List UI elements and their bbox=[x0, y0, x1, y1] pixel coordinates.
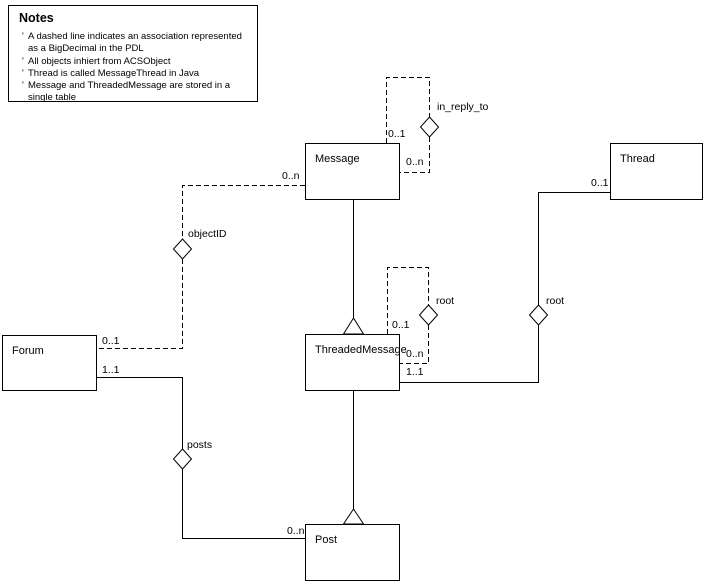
notes-box bbox=[8, 5, 258, 102]
mult-root-self-target: 0..n bbox=[406, 348, 424, 360]
note-item bbox=[19, 31, 249, 56]
root-thread-association-line-upper bbox=[539, 193, 611, 306]
posts-association-label: posts bbox=[187, 439, 213, 451]
mult-root-self-source: 0..1 bbox=[392, 319, 410, 331]
mult-objectid-forum: 0..1 bbox=[102, 335, 120, 347]
entity-threadedmessage-label: ThreadedMessage bbox=[315, 344, 407, 356]
entity-threadedmessage bbox=[305, 334, 407, 391]
mult-root-threadedmessage: 1..1 bbox=[406, 366, 424, 378]
bullet-icon: ' bbox=[22, 80, 24, 92]
mult-objectid-message: 0..n bbox=[282, 170, 300, 182]
entity-thread-label: Thread bbox=[620, 153, 655, 165]
root-thread-association-label: root bbox=[546, 295, 565, 307]
root-thread-diamond-icon bbox=[530, 305, 548, 325]
note-text: Message and ThreadedMessage are stored in a single table bbox=[28, 80, 231, 104]
note-text: A dashed line indicates an association represented as a BigDecimal in the PDL bbox=[28, 31, 242, 55]
entity-thread bbox=[610, 143, 703, 200]
note-item bbox=[19, 68, 249, 80]
note-text: Thread is called MessageThread in Java bbox=[28, 67, 200, 79]
note-item bbox=[19, 56, 249, 68]
mult-posts-post: 0..n bbox=[287, 525, 305, 537]
mult-in-reply-to-target: 0..n bbox=[406, 156, 424, 168]
bullet-icon: ' bbox=[22, 55, 24, 67]
objectid-diamond-icon bbox=[174, 239, 192, 259]
objectid-association-label: objectID bbox=[188, 228, 227, 240]
entity-post-label: Post bbox=[315, 534, 338, 546]
note-text: All objects inhiert from ACSObject bbox=[28, 55, 171, 67]
mult-in-reply-to-source: 0..1 bbox=[388, 128, 406, 140]
posts-diamond-icon bbox=[174, 449, 192, 469]
bullet-icon: ' bbox=[22, 67, 24, 79]
mult-root-thread: 0..1 bbox=[591, 177, 609, 189]
in-reply-to-diamond-icon bbox=[421, 117, 439, 137]
generalization-triangle-icon bbox=[344, 509, 364, 524]
in-reply-to-association-label: in_reply_to bbox=[437, 101, 489, 113]
root-self-diamond-icon bbox=[420, 305, 438, 325]
bullet-icon: ' bbox=[22, 31, 24, 42]
root-self-association-label: root bbox=[436, 295, 455, 307]
entity-forum-label: Forum bbox=[12, 345, 44, 357]
posts-association-line-upper bbox=[97, 378, 183, 450]
generalization-triangle-icon bbox=[344, 318, 364, 334]
mult-posts-forum: 1..1 bbox=[102, 364, 120, 376]
entity-message-label: Message bbox=[315, 153, 360, 165]
entity-forum bbox=[2, 335, 97, 391]
entity-post bbox=[305, 524, 400, 581]
entity-message bbox=[305, 143, 400, 200]
notes-title: Notes bbox=[19, 11, 54, 25]
note-item bbox=[19, 80, 249, 105]
